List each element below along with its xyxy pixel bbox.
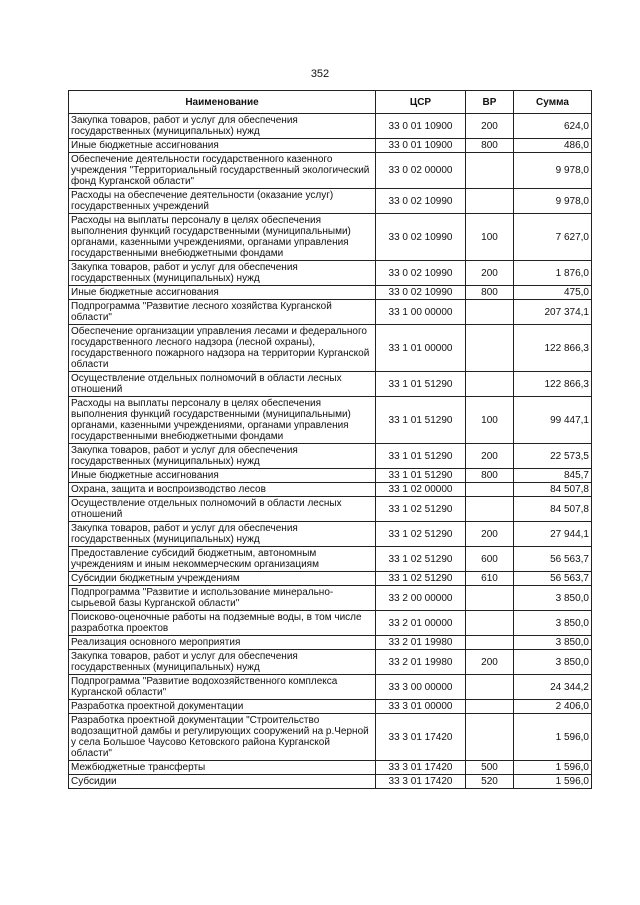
table-row (69, 286, 592, 300)
row-csr-cell: 33 1 02 00000 (376, 483, 466, 497)
table-row (69, 497, 592, 522)
row-name-cell: Осуществление отдельных полномочий в области лесных отношений (69, 497, 376, 522)
row-name-cell: Охрана, защита и воспроизводство лесов (69, 483, 376, 497)
row-csr-cell: 33 2 01 19980 (376, 650, 466, 675)
row-vr-cell: 800 (466, 286, 514, 300)
row-name-cell: Иные бюджетные ассигнования (69, 469, 376, 483)
table-row (69, 214, 592, 261)
row-sum-cell: 27 944,1 (514, 522, 592, 547)
row-name-cell: Предоставление субсидий бюджетным, автономным учреждениям и иным некоммерческим организациям (69, 547, 376, 572)
row-sum-cell: 9 978,0 (514, 153, 592, 189)
table-row (69, 372, 592, 397)
row-name-cell: Расходы на обеспечение деятельности (оказание услуг) государственных учреждений (69, 189, 376, 214)
row-csr-cell: 33 0 02 00000 (376, 153, 466, 189)
row-csr-cell: 33 3 00 00000 (376, 675, 466, 700)
row-sum-cell: 1 876,0 (514, 261, 592, 286)
row-sum-cell: 56 563,7 (514, 547, 592, 572)
table-row (69, 761, 592, 775)
row-sum-cell: 624,0 (514, 114, 592, 139)
row-csr-cell: 33 0 02 10990 (376, 214, 466, 261)
row-csr-cell: 33 1 00 00000 (376, 300, 466, 325)
row-sum-cell: 84 507,8 (514, 483, 592, 497)
row-sum-cell: 122 866,3 (514, 372, 592, 397)
table-row (69, 675, 592, 700)
row-vr-cell: 200 (466, 444, 514, 469)
row-csr-cell: 33 0 02 10990 (376, 261, 466, 286)
row-sum-cell: 3 850,0 (514, 636, 592, 650)
header-vr: ВР (466, 91, 514, 114)
row-csr-cell: 33 0 01 10900 (376, 139, 466, 153)
row-name-cell: Закупка товаров, работ и услуг для обеспечения государственных (муниципальных) нужд (69, 444, 376, 469)
row-vr-cell (466, 325, 514, 372)
row-vr-cell: 520 (466, 775, 514, 789)
row-sum-cell: 7 627,0 (514, 214, 592, 261)
row-vr-cell: 100 (466, 397, 514, 444)
row-sum-cell: 207 374,1 (514, 300, 592, 325)
row-vr-cell (466, 497, 514, 522)
row-name-cell: Обеспечение деятельности государственного казенного учреждения "Территориальный государственный экологический фонд Курганской области" (69, 153, 376, 189)
row-sum-cell: 22 573,5 (514, 444, 592, 469)
row-name-cell: Субсидии бюджетным учреждениям (69, 572, 376, 586)
header-sum: Сумма (514, 91, 592, 114)
table-row (69, 397, 592, 444)
row-sum-cell: 24 344,2 (514, 675, 592, 700)
row-vr-cell (466, 611, 514, 636)
row-csr-cell: 33 1 01 51290 (376, 444, 466, 469)
row-sum-cell: 2 406,0 (514, 700, 592, 714)
row-vr-cell (466, 586, 514, 611)
row-vr-cell: 200 (466, 650, 514, 675)
budget-table (68, 90, 592, 789)
table-row (69, 139, 592, 153)
row-vr-cell: 200 (466, 261, 514, 286)
table-row (69, 444, 592, 469)
row-csr-cell: 33 2 01 19980 (376, 636, 466, 650)
table-row (69, 700, 592, 714)
row-name-cell: Иные бюджетные ассигнования (69, 286, 376, 300)
table-row (69, 189, 592, 214)
table-body (69, 114, 592, 789)
row-csr-cell: 33 3 01 00000 (376, 700, 466, 714)
table-row (69, 114, 592, 139)
row-name-cell: Поисково-оценочные работы на подземные воды, в том числе разработка проектов (69, 611, 376, 636)
row-name-cell: Подпрограмма "Развитие водохозяйственного комплекса Курганской области" (69, 675, 376, 700)
row-sum-cell: 99 447,1 (514, 397, 592, 444)
row-csr-cell: 33 1 01 51290 (376, 372, 466, 397)
row-vr-cell (466, 372, 514, 397)
row-csr-cell: 33 2 01 00000 (376, 611, 466, 636)
table-row (69, 586, 592, 611)
row-vr-cell (466, 300, 514, 325)
row-csr-cell: 33 3 01 17420 (376, 761, 466, 775)
row-name-cell: Иные бюджетные ассигнования (69, 139, 376, 153)
row-sum-cell: 56 563,7 (514, 572, 592, 586)
row-csr-cell: 33 1 02 51290 (376, 522, 466, 547)
row-csr-cell: 33 1 02 51290 (376, 547, 466, 572)
row-name-cell: Закупка товаров, работ и услуг для обеспечения государственных (муниципальных) нужд (69, 114, 376, 139)
row-csr-cell: 33 1 01 00000 (376, 325, 466, 372)
row-csr-cell: 33 1 02 51290 (376, 497, 466, 522)
row-name-cell: Разработка проектной документации (69, 700, 376, 714)
table-row (69, 714, 592, 761)
table-row (69, 522, 592, 547)
row-name-cell: Межбюджетные трансферты (69, 761, 376, 775)
row-vr-cell: 500 (466, 761, 514, 775)
row-sum-cell: 84 507,8 (514, 497, 592, 522)
row-csr-cell: 33 3 01 17420 (376, 775, 466, 789)
row-vr-cell (466, 153, 514, 189)
row-vr-cell (466, 636, 514, 650)
row-vr-cell (466, 189, 514, 214)
row-name-cell: Разработка проектной документации "Строительство водозащитной дамбы и регулирующих сооружений на р.Черной у села Большое Чаусово Кетовского района Курганской области" (69, 714, 376, 761)
row-csr-cell: 33 1 01 51290 (376, 469, 466, 483)
table-row (69, 572, 592, 586)
row-sum-cell: 3 850,0 (514, 650, 592, 675)
row-name-cell: Закупка товаров, работ и услуг для обеспечения государственных (муниципальных) нужд (69, 261, 376, 286)
row-sum-cell: 9 978,0 (514, 189, 592, 214)
row-vr-cell (466, 483, 514, 497)
row-name-cell: Закупка товаров, работ и услуг для обеспечения государственных (муниципальных) нужд (69, 522, 376, 547)
row-sum-cell: 486,0 (514, 139, 592, 153)
row-name-cell: Подпрограмма "Развитие лесного хозяйства Курганской области" (69, 300, 376, 325)
table-row (69, 300, 592, 325)
row-name-cell: Осуществление отдельных полномочий в области лесных отношений (69, 372, 376, 397)
row-vr-cell: 600 (466, 547, 514, 572)
row-vr-cell: 800 (466, 469, 514, 483)
table-row (69, 611, 592, 636)
row-name-cell: Подпрограмма "Развитие и использование минерально-сырьевой базы Курганской области" (69, 586, 376, 611)
row-csr-cell: 33 0 02 10990 (376, 189, 466, 214)
row-sum-cell: 122 866,3 (514, 325, 592, 372)
row-name-cell: Закупка товаров, работ и услуг для обеспечения государственных (муниципальных) нужд (69, 650, 376, 675)
row-sum-cell: 3 850,0 (514, 611, 592, 636)
row-csr-cell: 33 1 02 51290 (376, 572, 466, 586)
row-name-cell: Расходы на выплаты персоналу в целях обеспечения выполнения функций государственными (муниципальными) органами, казенными учреждениями, органами управления государственными внебюджетными фондами (69, 397, 376, 444)
row-name-cell: Субсидии (69, 775, 376, 789)
row-sum-cell: 475,0 (514, 286, 592, 300)
table-row (69, 650, 592, 675)
table-row (69, 325, 592, 372)
table-row (69, 775, 592, 789)
table-header-row (69, 91, 592, 114)
row-vr-cell: 610 (466, 572, 514, 586)
row-vr-cell: 200 (466, 114, 514, 139)
table-row (69, 261, 592, 286)
row-vr-cell: 800 (466, 139, 514, 153)
row-vr-cell (466, 700, 514, 714)
row-sum-cell: 845,7 (514, 469, 592, 483)
row-sum-cell: 3 850,0 (514, 586, 592, 611)
row-csr-cell: 33 0 01 10900 (376, 114, 466, 139)
row-sum-cell: 1 596,0 (514, 775, 592, 789)
row-sum-cell: 1 596,0 (514, 761, 592, 775)
header-csr: ЦСР (376, 91, 466, 114)
row-csr-cell: 33 0 02 10990 (376, 286, 466, 300)
page-number: 352 (310, 68, 330, 80)
table-row (69, 153, 592, 189)
row-csr-cell: 33 2 00 00000 (376, 586, 466, 611)
row-vr-cell: 100 (466, 214, 514, 261)
row-vr-cell (466, 714, 514, 761)
header-name: Наименование (69, 91, 376, 114)
table-row (69, 636, 592, 650)
row-name-cell: Обеспечение организации управления лесами и федерального государственного лесного надзора (лесной охраны), государственного пожарного надзора на территории Курганской области (69, 325, 376, 372)
table-row (69, 547, 592, 572)
row-vr-cell (466, 675, 514, 700)
table-row (69, 483, 592, 497)
row-name-cell: Реализация основного мероприятия (69, 636, 376, 650)
row-sum-cell: 1 596,0 (514, 714, 592, 761)
row-vr-cell: 200 (466, 522, 514, 547)
table-row (69, 469, 592, 483)
row-csr-cell: 33 3 01 17420 (376, 714, 466, 761)
row-csr-cell: 33 1 01 51290 (376, 397, 466, 444)
row-name-cell: Расходы на выплаты персоналу в целях обеспечения выполнения функций государственными (муниципальными) органами, казенными учреждениями, органами управления государственными внебюджетными фондами (69, 214, 376, 261)
